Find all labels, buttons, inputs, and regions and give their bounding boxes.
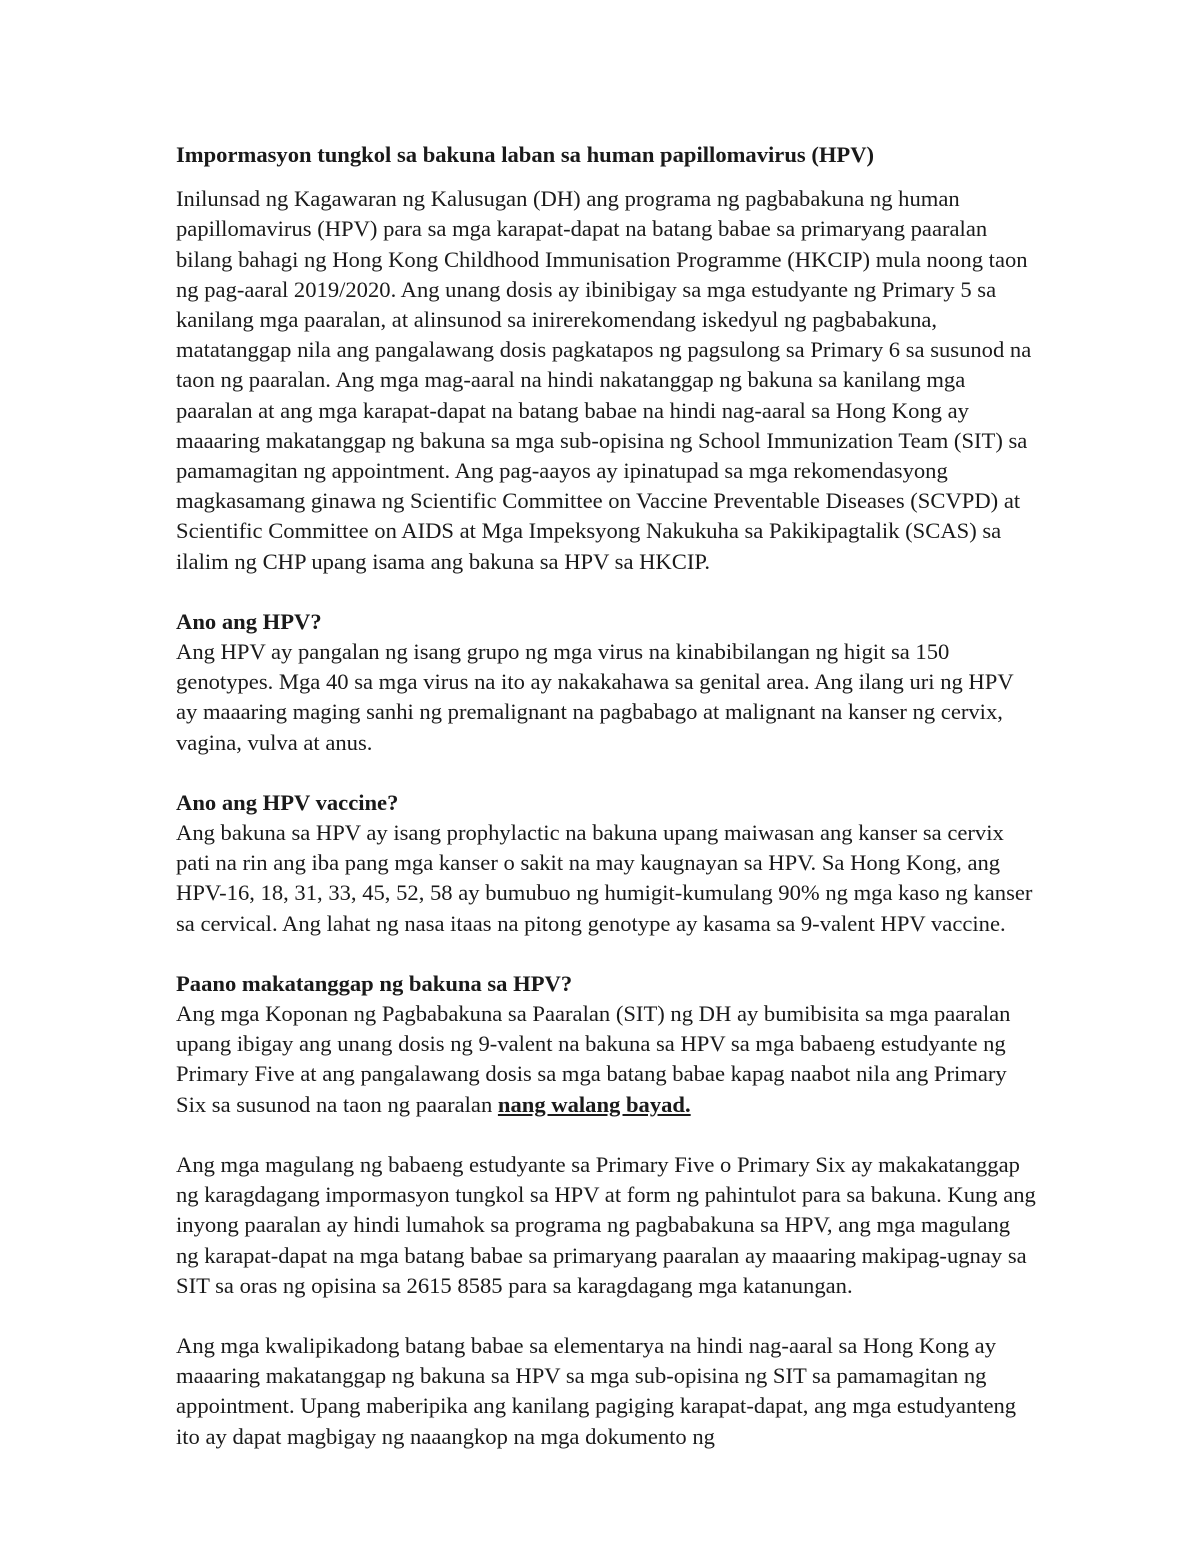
section-how-to-receive [176, 969, 1036, 1120]
document-title: Impormasyon tungkol sa bakuna laban sa human papillomavirus (HPV) [176, 142, 875, 167]
intro-paragraph: Inilunsad ng Kagawaran ng Kalusugan (DH) ang programa ng pagbabakuna ng human papillomavirus (HPV) para sa mga karapat-dapat na batang babae sa primaryang paaralan bilang bahagi ng Hong Kong Childhood Immunisation Programme (HKCIP) mula noong taon ng pag-aaral 2019/2020. Ang unang dosis ay ibinibigay sa mga estudyante ng Primary 5 sa kanilang mga paaralan, at alinsunod sa inirerekomendang iskedyul ng pagbabakuna, matatanggap nila ang pangalawang dosis pagkatapos ng pagsulong sa Primary 6 sa susunod na taon ng paaralan. Ang mga mag-aaral na hindi nakatanggap ng bakuna sa kanilang mga paaralan at ang mga karapat-dapat na batang babae na hindi nag-aaral sa Hong Kong ay maaaring makatanggap ng bakuna sa mga sub-opisina ng School Immunization Team (SIT) sa pamamagitan ng appointment. Ang pag-aayos ay ipinatupad sa mga rekomendasyong magkasamang ginawa ng Scientific Committee on Vaccine Preventable Diseases (SCVPD) at Scientific Committee on AIDS at Mga Impeksyong Nakukuha sa Pakikipagtalik (SCAS) sa ilalim ng CHP upang isama ang bakuna sa HPV sa HKCIP. [176, 186, 1032, 574]
parents-paragraph: Ang mga magulang ng babaeng estudyante sa Primary Five o Primary Six ay makakatanggap ng karagdagang impormasyon tungkol sa HPV at form ng pahintulot para sa bakuna. Kung ang inyong paaralan ay hindi lumahok sa programa ng pagbabakuna sa HPV, ang mga magulang ng karapat-dapat na mga batang babae sa primaryang paaralan ay maaaring makipag-ugnay sa SIT sa oras ng opisina sa 2615 8585 para sa karagdagang mga katanungan. [176, 1151, 1036, 1298]
section-body: Ang bakuna sa HPV ay isang prophylactic na bakuna upang maiwasan ang kanser sa cervix pati na rin ang iba pang mga kanser o sakit na may kaugnayan sa HPV. Sa Hong Kong, ang HPV-16, 18, 31, 33, 45, 52, 58 ay bumubuo ng humigit-kumulang 90% ng mga kaso ng kanser sa cervical. Ang lahat ng nasa itaas na pitong genotype ay kasama sa 9-valent HPV vaccine. [176, 820, 1033, 936]
section-what-is-hpv [176, 607, 1036, 758]
section-body [176, 999, 1036, 1120]
section-heading: Ano ang HPV vaccine? [176, 789, 399, 815]
free-of-charge-emphasis: nang walang bayad. [497, 1091, 691, 1117]
non-hk-students-paragraph: Ang mga kwalipikadong batang babae sa elementarya na hindi nag-aaral sa Hong Kong ay maaaring makatanggap ng bakuna sa HPV sa mga sub-opisina ng SIT sa pamamagitan ng appointment. Upang maberipika ang kanilang pagiging karapat-dapat, ang mga estudyanteng ito ay dapat magbigay ng naaangkop na mga dokumento ng [176, 1332, 1017, 1449]
section-heading: Ano ang HPV? [176, 608, 322, 634]
document-page [176, 140, 1036, 1452]
section-what-is-hpv-vaccine [176, 788, 1036, 939]
section-body: Ang HPV ay pangalan ng isang grupo ng mga virus na kinabibilangan ng higit sa 150 genotypes. Mga 40 sa mga virus na ito ay nakakahawa sa genital area. Ang ilang uri ng HPV ay maaaring maging sanhi ng premalignant na pagbabago at malignant na kanser ng cervix, vagina, vulva at anus. [176, 639, 1014, 755]
section-body-text: Ang mga Koponan ng Pagbabakuna sa Paaralan (SIT) ng DH ay bumibisita sa mga paaralan upang ibigay ang unang dosis ng 9-valent na bakuna sa HPV sa mga babaeng estudyante ng Primary Five at ang pangalawang dosis sa mga batang babae kapag naabot nila ang Primary Six sa susunod na taon ng paaralan [176, 1001, 1011, 1117]
section-heading: Paano makatanggap ng bakuna sa HPV? [176, 970, 573, 996]
